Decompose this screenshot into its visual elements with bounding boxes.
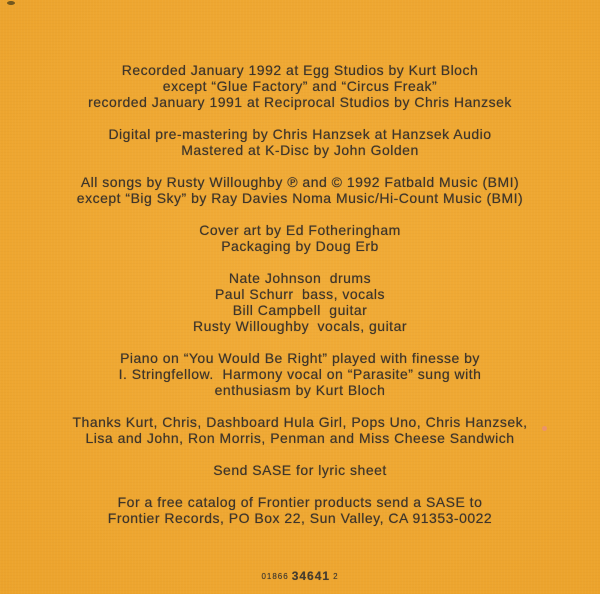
publishing-credits (0, 174, 600, 206)
lyric-sheet-line: Send SASE for lyric sheet (213, 462, 387, 478)
guest-line: enthusiasm by Kurt Bloch (214, 382, 386, 398)
personnel-row (0, 318, 600, 334)
personnel-row (0, 302, 600, 318)
lyric-sheet-note (0, 462, 600, 478)
catalog-number-prefix: 01866 (261, 572, 289, 581)
artwork-line: Cover art by Ed Fotheringham (199, 222, 401, 238)
thanks-note (0, 414, 600, 446)
recording-line: recorded January 1991 at Reciprocal Studios by Chris Hanzsek (88, 94, 512, 110)
publishing-line: All songs by Rusty Willoughby ℗ and © 1992 Fatbald Music (BMI) (80, 174, 520, 190)
catalog-offer-line: For a free catalog of Frontier products send a SASE to (117, 494, 483, 510)
artwork-line: Packaging by Doug Erb (221, 238, 379, 254)
recording-credits (0, 62, 600, 110)
personnel-row (0, 270, 600, 286)
catalog-number-suffix: 2 (333, 572, 339, 581)
mastering-line: Mastered at K-Disc by John Golden (181, 142, 419, 158)
liner-notes-text (0, 62, 600, 526)
personnel-name: Paul Schurr (214, 286, 294, 302)
catalog-offer (0, 494, 600, 526)
personnel-role: drums (329, 270, 372, 286)
personnel-name: Nate Johnson (228, 270, 322, 286)
artwork-credits (0, 222, 600, 254)
personnel-name: Bill Campbell (232, 302, 321, 318)
publishing-line: except “Big Sky” by Ray Davies Noma Music/Hi-Count Music (BMI) (76, 190, 524, 206)
personnel-role: bass, vocals (302, 286, 386, 302)
personnel-list (0, 270, 600, 334)
thanks-line: Thanks Kurt, Chris, Dashboard Hula Girl, Pops Uno, Chris Hanzsek, (72, 414, 528, 430)
catalog-number-main: 34641 (291, 569, 331, 583)
recording-line: except “Glue Factory” and “Circus Freak” (162, 78, 438, 94)
catalog-number (0, 567, 600, 585)
personnel-row (0, 286, 600, 302)
mastering-line: Digital pre-mastering by Chris Hanzsek at Hanzsek Audio (108, 126, 492, 142)
personnel-role: vocals, guitar (317, 318, 408, 334)
mastering-credits (0, 126, 600, 158)
guest-credits (0, 350, 600, 398)
personnel-role: guitar (329, 302, 368, 318)
recording-line: Recorded January 1992 at Egg Studios by Kurt Bloch (121, 62, 479, 78)
personnel-name: Rusty Willoughby (192, 318, 310, 334)
guest-line: Piano on “You Would Be Right” played with finesse by (120, 350, 480, 366)
scan-artifact-dark-speck (7, 1, 15, 5)
catalog-offer-line: Frontier Records, PO Box 22, Sun Valley, CA 91353-0022 (107, 510, 493, 526)
thanks-line: Lisa and John, Ron Morris, Penman and Miss Cheese Sandwich (85, 430, 515, 446)
guest-line: I. Stringfellow. Harmony vocal on “Parasite” sung with (118, 366, 482, 382)
